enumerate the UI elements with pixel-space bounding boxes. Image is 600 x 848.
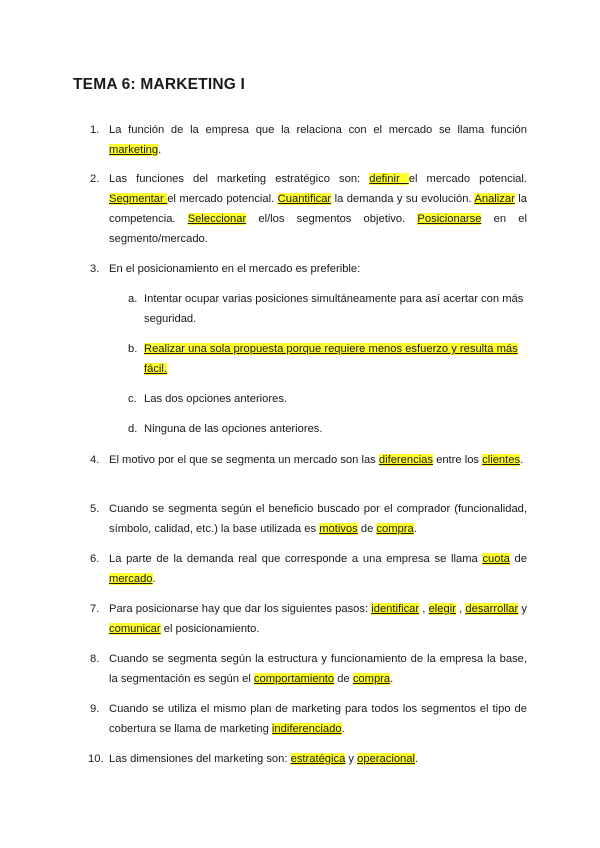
option-text: Ninguna de las opciones anteriores. xyxy=(144,423,323,435)
text-run: El motivo por el que se segmenta un mercado son las xyxy=(109,454,379,466)
option-d xyxy=(128,419,527,439)
text-run: y xyxy=(518,603,528,615)
text-run: la competencia. xyxy=(109,193,527,225)
highlighted-answer: estratégica xyxy=(290,753,346,765)
question-number: 5. xyxy=(90,503,100,515)
highlighted-answer: Cuantificar xyxy=(277,193,332,205)
option-letter: d. xyxy=(128,423,138,435)
highlighted-answer: Realizar una sola propuesta porque requiere menos esfuerzo y resulta más fácil. xyxy=(144,343,518,375)
text-run: La parte de la demanda real que corresponde a una empresa se llama xyxy=(109,553,483,565)
question-text xyxy=(109,169,527,249)
question-6 xyxy=(90,549,527,589)
highlighted-answer: definir xyxy=(369,173,409,185)
question-number: 1. xyxy=(90,124,100,136)
text-run: entre los xyxy=(433,454,483,466)
text-run: . xyxy=(415,753,419,765)
text-run: el posicionamiento. xyxy=(160,623,260,635)
option-b xyxy=(128,339,527,379)
question-text xyxy=(109,549,527,589)
text-run: . xyxy=(520,454,524,466)
highlighted-answer: marketing xyxy=(109,144,159,156)
question-5 xyxy=(90,499,527,539)
option-text xyxy=(144,339,527,379)
highlighted-answer: compra xyxy=(352,673,391,685)
question-9 xyxy=(90,699,527,739)
text-run: el mercado potencial. xyxy=(167,193,278,205)
text-run: la demanda y su evolución. xyxy=(331,193,475,205)
text-run: . xyxy=(390,673,394,685)
highlighted-answer: Posicionarse xyxy=(417,213,482,225)
text-run: Cuando se segmenta según el beneficio buscado por el comprador (funcionalidad, símbolo, calidad, etc.) la base utilizada es xyxy=(109,503,527,535)
question-number: 2. xyxy=(90,173,100,185)
highlighted-answer: elegir xyxy=(428,603,456,615)
question-1 xyxy=(90,120,527,160)
question-number: 7. xyxy=(90,603,100,615)
text-run: de xyxy=(357,523,377,535)
highlighted-answer: clientes xyxy=(482,454,521,466)
text-run: , xyxy=(455,603,466,615)
text-run: el mercado potencial. xyxy=(408,173,527,185)
highlighted-answer: comportamiento xyxy=(253,673,335,685)
highlighted-answer: operacional xyxy=(357,753,415,765)
question-7 xyxy=(90,599,527,639)
highlighted-answer: compra xyxy=(376,523,414,535)
question-10 xyxy=(90,749,527,769)
option-text: Las dos opciones anteriores. xyxy=(144,393,288,405)
text-run: . xyxy=(413,523,417,535)
question-text xyxy=(109,699,527,739)
question-text xyxy=(109,599,527,639)
text-run: Las funciones del marketing estratégico son: xyxy=(109,173,370,185)
text-run: , xyxy=(419,603,429,615)
question-number: 3. xyxy=(90,263,100,275)
text-run: Cuando se segmenta según la estructura y funcionamiento de la empresa la base, la segmentación es según el xyxy=(109,653,527,685)
question-text xyxy=(109,649,527,689)
text-run: en el segmento/mercado. xyxy=(109,213,527,245)
text-run: de xyxy=(509,553,527,565)
text-run: y xyxy=(345,753,358,765)
text-run: . xyxy=(152,573,156,585)
question-2 xyxy=(90,169,527,249)
question-number: 6. xyxy=(90,553,100,565)
question-text xyxy=(109,749,527,769)
highlighted-answer: desarrollar xyxy=(465,603,519,615)
text-run: . xyxy=(158,144,162,156)
highlighted-answer: cuota xyxy=(482,553,510,565)
option-text: Intentar ocupar varias posiciones simultáneamente para así acertar con más seguridad. xyxy=(144,293,524,325)
option-letter: b. xyxy=(128,343,138,355)
option-letter: a. xyxy=(128,293,138,305)
highlighted-answer: Segmentar xyxy=(109,193,168,205)
option-a xyxy=(128,289,527,329)
text-run: Cuando se utiliza el mismo plan de marketing para todos los segmentos el tipo de cobertura se llama de marketing xyxy=(109,703,527,735)
page-title: TEMA 6: MARKETING I xyxy=(73,76,245,93)
question-number: 10. xyxy=(88,753,104,765)
text-run: Para posicionarse hay que dar los siguientes pasos: xyxy=(109,603,372,615)
option-c xyxy=(128,389,527,409)
highlighted-answer: Analizar xyxy=(474,193,515,205)
question-text xyxy=(109,120,527,160)
question-text xyxy=(109,450,527,470)
text-run: Las dimensiones del marketing son: xyxy=(109,753,291,765)
question-3 xyxy=(90,259,527,279)
question-text xyxy=(109,499,527,539)
highlighted-answer: indiferenciado xyxy=(271,723,342,735)
highlighted-answer: mercado xyxy=(109,573,153,585)
question-8 xyxy=(90,649,527,689)
text-run: La función de la empresa que la relaciona con el mercado se llama función xyxy=(109,124,527,136)
text-run: de xyxy=(334,673,353,685)
text-run: . xyxy=(341,723,345,735)
highlighted-answer: diferencias xyxy=(378,454,433,466)
highlighted-answer: comunicar xyxy=(109,623,161,635)
question-number: 8. xyxy=(90,653,100,665)
highlighted-answer: Seleccionar xyxy=(187,213,247,225)
text-run: el/los segmentos objetivo. xyxy=(246,213,418,225)
question-text: En el posicionamiento en el mercado es preferible: xyxy=(109,263,361,275)
question-number: 9. xyxy=(90,703,100,715)
option-letter: c. xyxy=(128,393,137,405)
question-4 xyxy=(90,450,527,470)
highlighted-answer: identificar xyxy=(371,603,420,615)
highlighted-answer: motivos xyxy=(319,523,358,535)
question-number: 4. xyxy=(90,454,100,466)
